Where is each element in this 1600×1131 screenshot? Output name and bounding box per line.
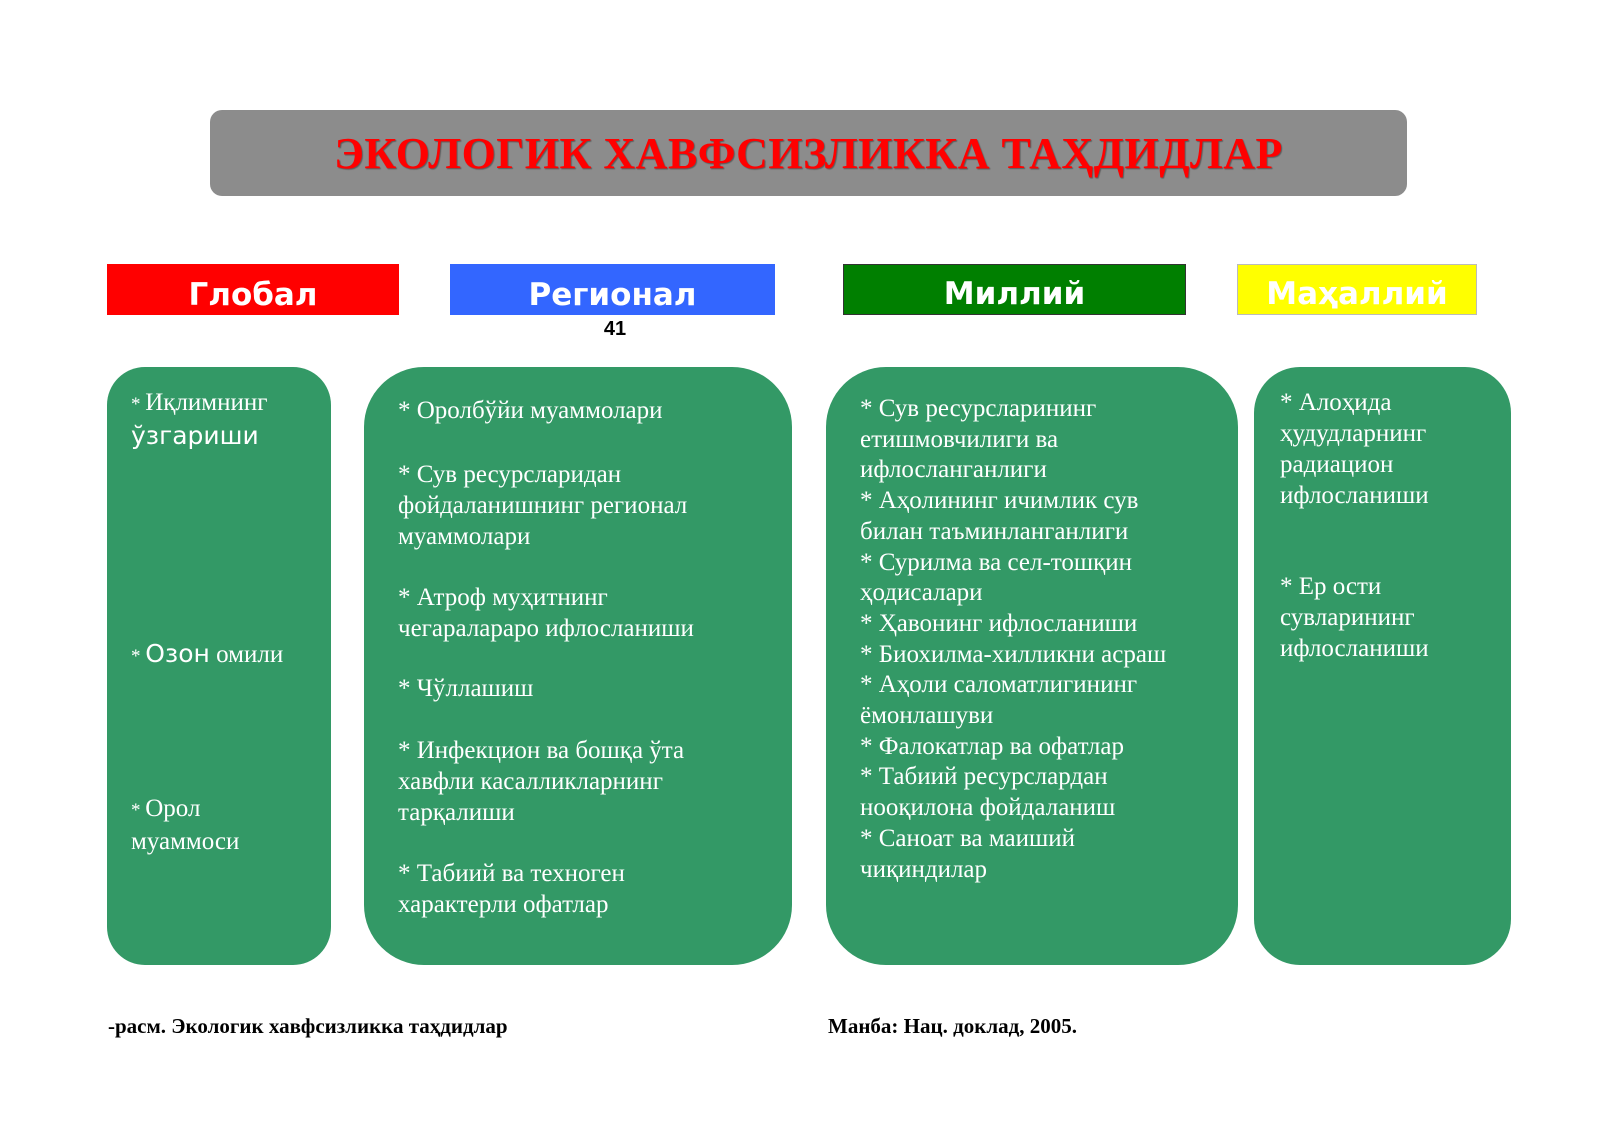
list-item: * Чўллашиш (398, 675, 534, 702)
title-banner (210, 110, 1407, 196)
local-threats-box (1254, 367, 1511, 965)
list-item: * Сув ресурсларидан фойдаланишнинг регионал муаммолари (398, 461, 688, 550)
diagram-title: ЭКОЛОГИК ХАВФСИЗЛИККА ТАҲДИДЛАР (334, 128, 1283, 178)
list-item: * Ҳавонинг ифлосланиши (860, 609, 1138, 637)
figure-caption: -расм. Экологик хавфсизликка таҳдидлар (108, 1014, 508, 1038)
list-item: * Инфекцион ва бошқа ўта хавфли касалликларнинг тарқалиши (398, 737, 685, 826)
list-item: * Орол муаммоси (131, 795, 240, 855)
regional-threats-box (364, 367, 792, 965)
category-global: Глобал (107, 264, 399, 315)
category-regional: Регионал (450, 264, 775, 315)
list-item: * Сув ресурсларининг етишмовчилиги ва ифлосланганлиги (860, 395, 1097, 484)
list-item: * Сурилма ва сел-тошқин ҳодисалари (860, 548, 1133, 607)
list-item: * Иқлимнинг ўзгариши (131, 389, 268, 450)
list-item: * Аҳоли саломатлигининг ёмонлашуви (860, 671, 1138, 730)
list-item: * Аҳолининг ичимлик сув билан таъминланганлиги (860, 487, 1139, 545)
national-threats-box (826, 367, 1238, 965)
list-item: * Биохилма-хилликни асраш (860, 640, 1167, 668)
category-local: Маҳаллий (1237, 264, 1477, 315)
list-item: * Фалокатлар ва офатлар (860, 732, 1124, 760)
category-national: Миллий (843, 264, 1186, 315)
global-threats-box (107, 367, 331, 965)
list-item: * Оролбўйи муаммолари (398, 397, 663, 424)
list-item: * Озон омили (131, 639, 284, 668)
list-item: * Ер ости сувларининг ифлосланиши (1280, 573, 1429, 662)
source-note: Манба: Нац. доклад, 2005. (828, 1014, 1077, 1038)
list-item: * Саноат ва маиший чиқиндилар (860, 824, 1075, 883)
list-item: * Табиий ва техноген характерли офатлар (398, 860, 625, 918)
list-item: * Атроф муҳитнинг чегаралараро ифлосланиши (398, 584, 694, 642)
page-number: 41 (603, 318, 627, 340)
list-item: * Алоҳида ҳудудларнинг радиацион ифлосланиши (1280, 389, 1429, 509)
list-item: * Табиий ресурслардан нооқилона фойдаланиш (860, 763, 1116, 822)
